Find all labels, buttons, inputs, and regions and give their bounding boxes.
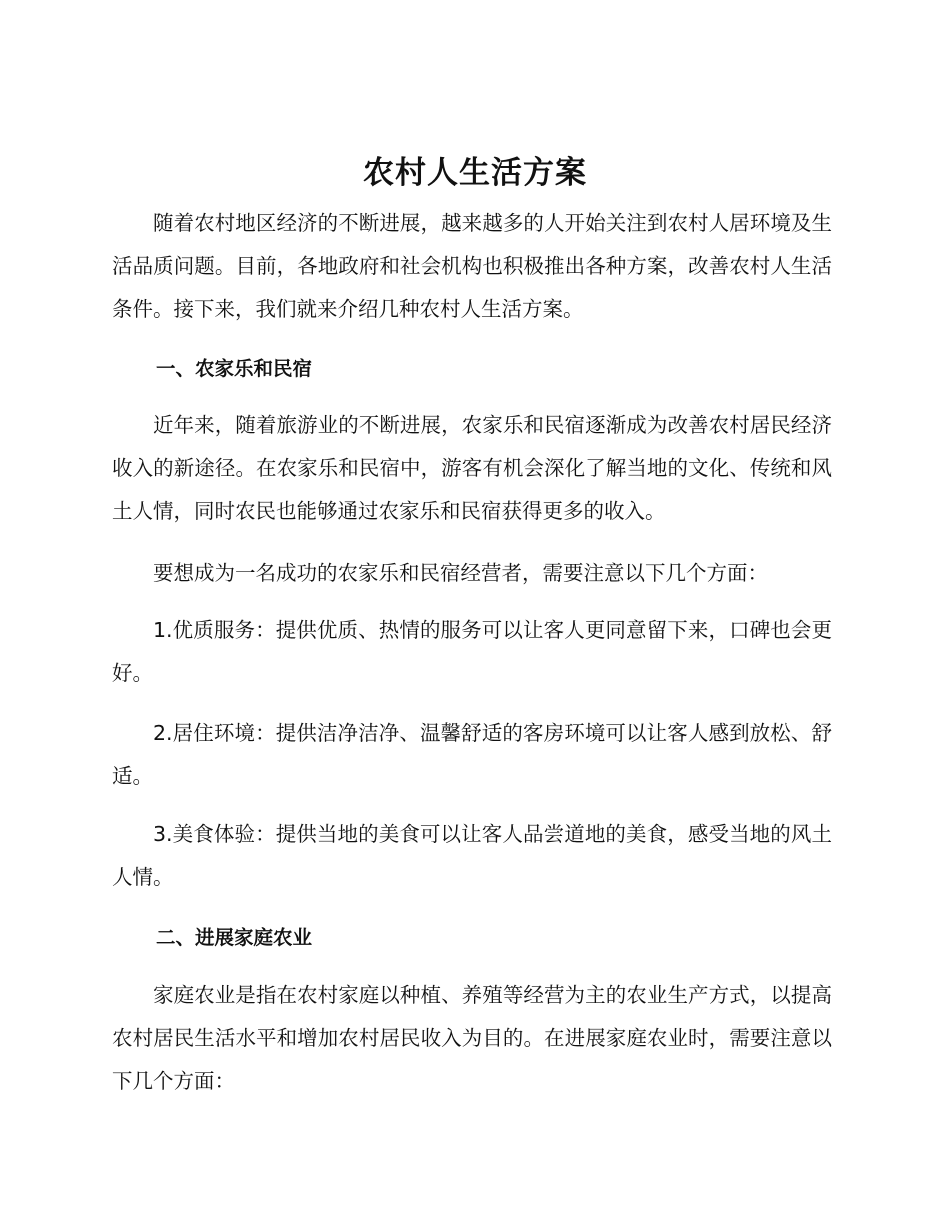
section1-list-item-3: 3.美食体验：提供当地的美食可以让客人品尝道地的美食，感受当地的风土人情。 bbox=[112, 822, 832, 889]
section-heading-2: 二、进展家庭农业 bbox=[156, 926, 313, 949]
section1-paragraph-1: 近年来，随着旅游业的不断进展，农家乐和民宿逐渐成为改善农村居民经济收入的新途径。在农家乐和民宿中，游客有机会深化了解当地的文化、传统和风土人情，同时农民也能够通过农家乐和民宿获得更多的收入。 bbox=[112, 413, 832, 523]
document-title: 农村人生活方案 bbox=[363, 155, 587, 191]
intro-paragraph: 随着农村地区经济的不断进展，越来越多的人开始关注到农村人居环境及生活品质问题。目前，各地政府和社会机构也积极推出各种方案，改善农村人生活条件。接下来，我们就来介绍几种农村人生活方案。 bbox=[112, 211, 832, 321]
section1-list-item-1: 1.优质服务：提供优质、热情的服务可以让客人更同意留下来，口碑也会更好。 bbox=[112, 618, 832, 685]
section2-paragraph-1: 家庭农业是指在农村家庭以种植、养殖等经营为主的农业生产方式，以提高农村居民生活水平和增加农村居民收入为目的。在进展家庭农业时，需要注意以下几个方面： bbox=[112, 983, 832, 1093]
section1-paragraph-2: 要想成为一名成功的农家乐和民宿经营者，需要注意以下几个方面： bbox=[153, 561, 768, 585]
section-heading-1: 一、农家乐和民宿 bbox=[156, 357, 313, 380]
section1-list-item-2: 2.居住环境：提供洁净洁净、温馨舒适的客房环境可以让客人感到放松、舒适。 bbox=[112, 721, 832, 788]
